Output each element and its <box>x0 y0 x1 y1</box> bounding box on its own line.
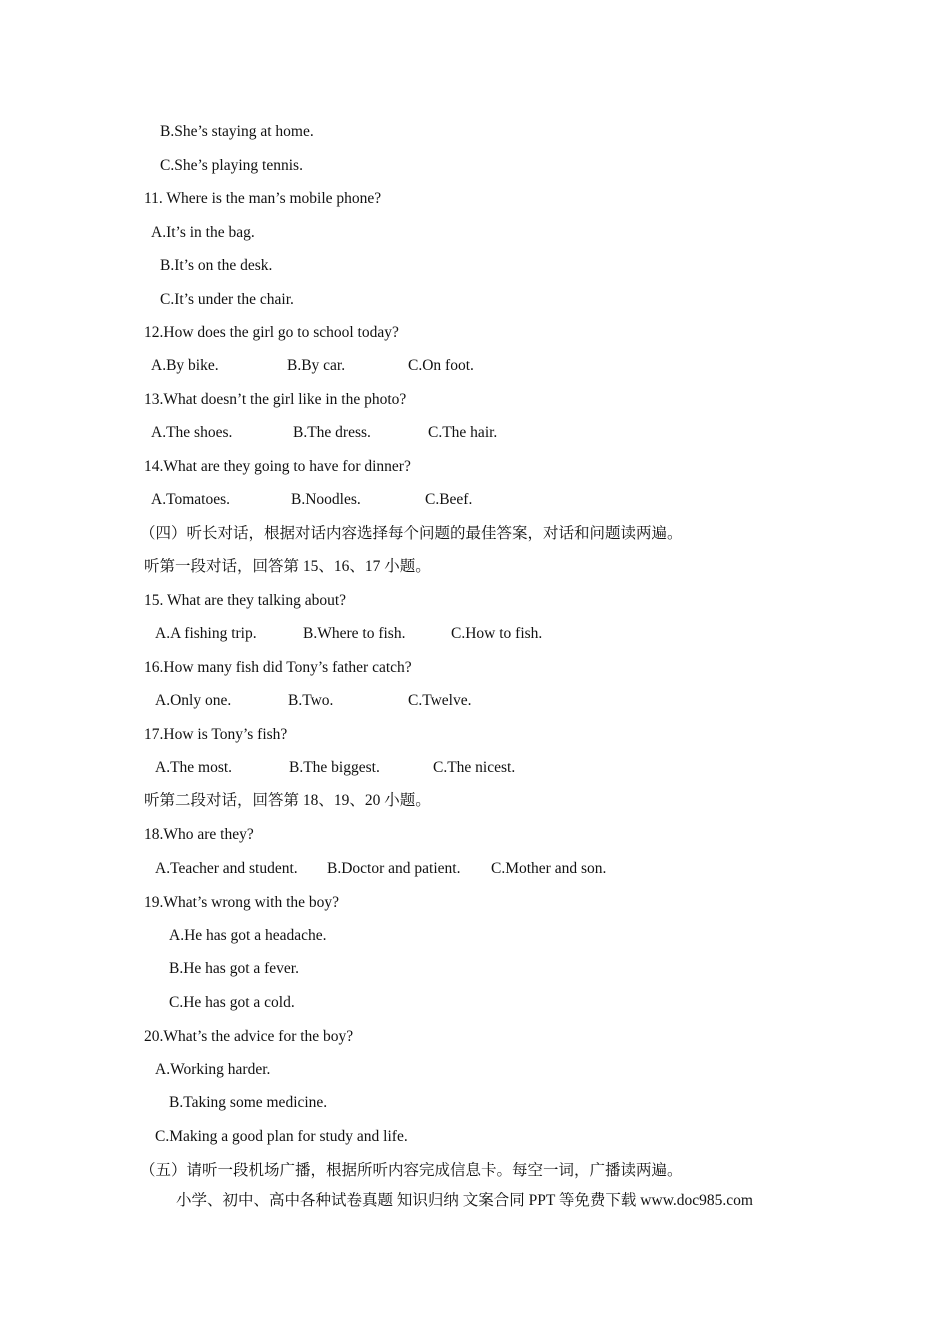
option-line: B.She’s staying at home. <box>160 123 314 140</box>
section-five-heading: （五）请听一段机场广播，根据所听内容完成信息卡。每空一词，广播读两遍。 <box>140 1162 683 1179</box>
option-c: C.Beef. <box>425 491 473 508</box>
option-b: B.Doctor and patient. <box>327 860 461 877</box>
option-c: C.Mother and son. <box>491 860 607 877</box>
dialogue-two-instruction: 听第二段对话，回答第 18、19、20 小题。 <box>144 792 431 809</box>
dialogue-one-instruction: 听第一段对话，回答第 15、16、17 小题。 <box>144 558 431 575</box>
option-b: B.Two. <box>288 692 334 709</box>
option-a: A.Teacher and student. <box>155 860 298 877</box>
option-a: A.Only one. <box>155 692 232 709</box>
question-14: 14.What are they going to have for dinner? <box>144 458 411 475</box>
option-c: C.On foot. <box>408 357 474 374</box>
question-19: 19.What’s wrong with the boy? <box>144 894 340 911</box>
option-a: A.The most. <box>155 759 233 776</box>
section-four-heading: （四）听长对话，根据对话内容选择每个问题的最佳答案，对话和问题读两遍。 <box>140 525 683 542</box>
page-footer: 小学、初中、高中各种试卷真题 知识归纳 文案合同 PPT 等免费下载 www.doc985.com <box>176 1192 753 1209</box>
question-15: 15. What are they talking about? <box>144 592 347 609</box>
option-b: B.The dress. <box>293 424 371 441</box>
question-13: 13.What doesn’t the girl like in the photo? <box>144 391 407 408</box>
option-c: C.Twelve. <box>408 692 472 709</box>
question-12: 12.How does the girl go to school today? <box>144 324 399 341</box>
option-b: B.The biggest. <box>289 759 380 776</box>
option-line: C.He has got a cold. <box>169 994 295 1011</box>
question-18: 18.Who are they? <box>144 826 254 843</box>
option-c: C.The hair. <box>428 424 498 441</box>
option-line: C.Making a good plan for study and life. <box>155 1128 408 1145</box>
option-a: A.The shoes. <box>151 424 233 441</box>
option-line: A.Working harder. <box>155 1061 271 1078</box>
option-a: A.A fishing trip. <box>155 625 257 642</box>
question-20: 20.What’s the advice for the boy? <box>144 1028 354 1045</box>
question-16: 16.How many fish did Tony’s father catch? <box>144 659 412 676</box>
question-17: 17.How is Tony’s fish? <box>144 726 288 743</box>
option-line: B.He has got a fever. <box>169 960 299 977</box>
option-b: B.Where to fish. <box>303 625 406 642</box>
option-b: B.By car. <box>287 357 346 374</box>
option-line: A.It’s in the bag. <box>151 224 255 241</box>
option-line: C.It’s under the chair. <box>160 291 294 308</box>
option-a: A.By bike. <box>151 357 219 374</box>
option-a: A.Tomatoes. <box>151 491 230 508</box>
option-b: B.Noodles. <box>291 491 361 508</box>
question-11: 11. Where is the man’s mobile phone? <box>144 190 382 207</box>
option-line: B.It’s on the desk. <box>160 257 273 274</box>
option-line: C.She’s playing tennis. <box>160 157 303 174</box>
option-c: C.The nicest. <box>433 759 516 776</box>
option-line: B.Taking some medicine. <box>169 1094 328 1111</box>
option-c: C.How to fish. <box>451 625 543 642</box>
option-line: A.He has got a headache. <box>169 927 327 944</box>
